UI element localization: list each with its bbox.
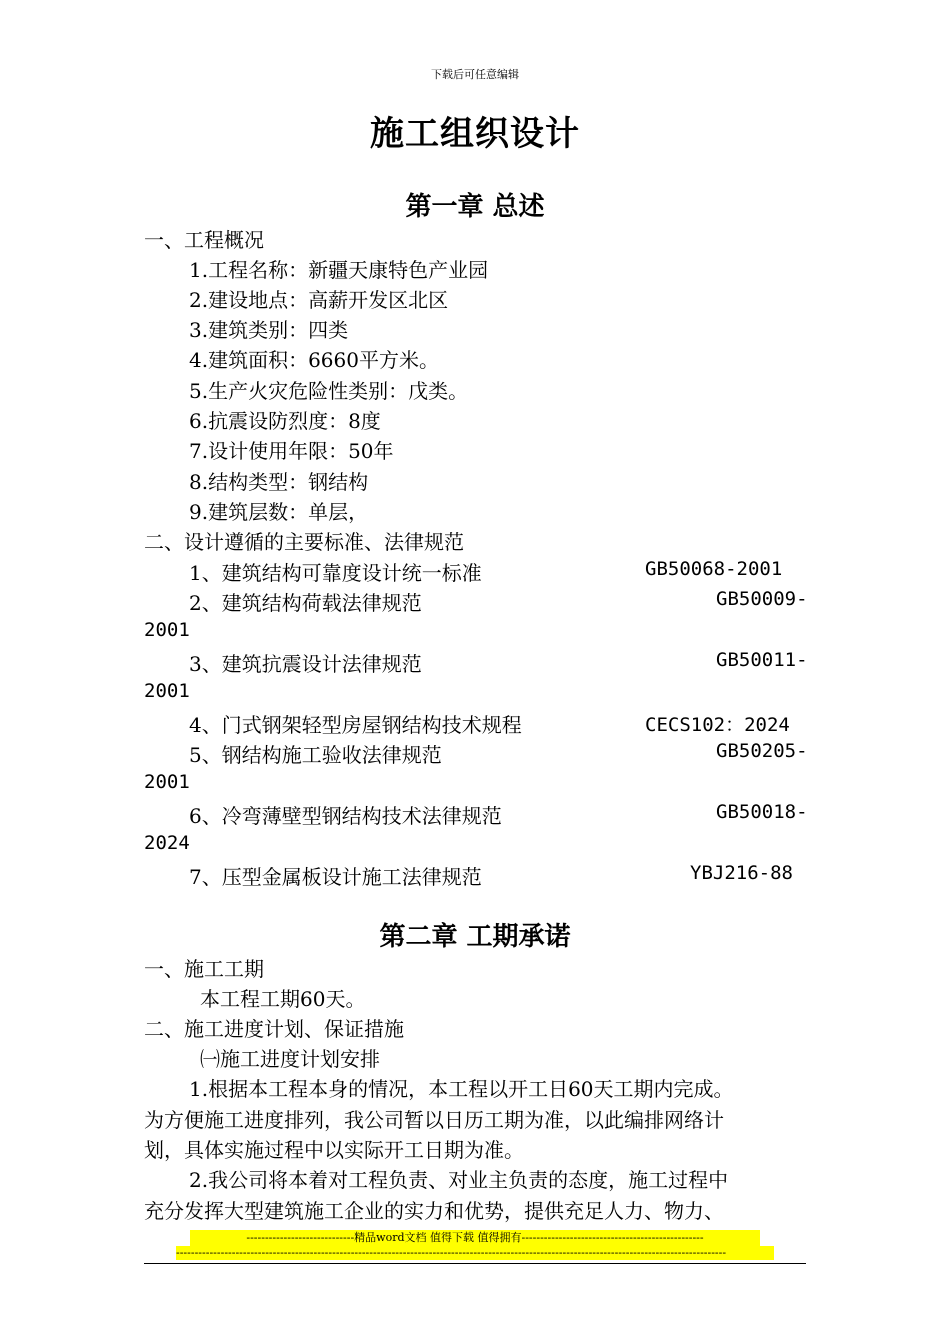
list-item: 4.建筑面积：6660平方米。 — [189, 348, 439, 372]
standard-code: GB50011- — [716, 649, 808, 671]
standard-code: GB50068-2001 — [645, 558, 783, 580]
standard-code-wrap: 2001 — [144, 619, 190, 641]
standard-name: 7、压型金属板设计施工法律规范 — [189, 865, 482, 889]
section-heading: 二、设计遵循的主要标准、法律规范 — [144, 530, 464, 554]
paragraph-line: 2.我公司将本着对工程负责、对业主负责的态度，施工过程中 — [189, 1168, 729, 1192]
list-item: 3.建筑类别：四类 — [189, 318, 349, 342]
paragraph-line: 1.根据本工程本身的情况，本工程以开工日60天工期内完成。 — [189, 1077, 734, 1101]
document-title: 施工组织设计 — [370, 114, 580, 154]
page-header: 下载后可任意编辑 — [431, 68, 519, 81]
bottom-rule — [144, 1263, 806, 1264]
standard-name: 1、建筑结构可靠度设计统一标准 — [189, 561, 482, 585]
standard-name: 6、冷弯薄壁型钢结构技术法律规范 — [189, 804, 502, 828]
list-item: 8.结构类型：钢结构 — [189, 470, 369, 494]
paragraph-line: 划，具体实施过程中以实际开工日期为准。 — [144, 1138, 524, 1162]
list-item: 6.抗震设防烈度：8度 — [189, 409, 381, 433]
footer-divider: ---------------------------------------------------------------------------------------------------------------------------------------------------- — [176, 1246, 774, 1260]
list-item: 1.工程名称：新疆天康特色产业园 — [189, 258, 489, 282]
paragraph-line: 本工程工期60天。 — [200, 987, 366, 1011]
paragraph-line: 为方便施工进度排列，我公司暂以日历工期为准，以此编排网络计 — [144, 1108, 724, 1132]
standard-code-wrap: 2001 — [144, 771, 190, 793]
list-item: 7.设计使用年限：50年 — [189, 439, 394, 463]
chapter2-heading: 第二章 工期承诺 — [379, 922, 571, 952]
section-heading: 一、工程概况 — [144, 228, 264, 252]
standard-code-wrap: 2024 — [144, 832, 190, 854]
list-item: 9.建筑层数：单层， — [189, 500, 369, 524]
paragraph-line: 充分发挥大型建筑施工企业的实力和优势，提供充足人力、物力、 — [144, 1199, 724, 1223]
list-item: 5.生产火灾危险性类别：戊类。 — [189, 379, 469, 403]
standard-name: 3、建筑抗震设计法律规范 — [189, 652, 422, 676]
standard-code-wrap: 2001 — [144, 680, 190, 702]
standard-name: 5、钢结构施工验收法律规范 — [189, 743, 442, 767]
chapter1-heading: 第一章 总述 — [405, 192, 545, 222]
standard-name: 2、建筑结构荷载法律规范 — [189, 591, 422, 615]
footer-banner: -----------------------------精品word文档 值得下载 值得拥有------------------------------------------------- — [190, 1230, 760, 1246]
section-heading: 一、施工工期 — [144, 957, 264, 981]
standard-code: GB50018- — [716, 801, 808, 823]
standard-code: CECS102：2024 — [645, 714, 790, 736]
standard-code: GB50009- — [716, 588, 808, 610]
standard-name: 4、门式钢架轻型房屋钢结构技术规程 — [189, 713, 522, 737]
standard-code: GB50205- — [716, 740, 808, 762]
section-heading: 二、施工进度计划、保证措施 — [144, 1017, 404, 1041]
list-item: 2.建设地点：高薪开发区北区 — [189, 288, 449, 312]
standard-code: YBJ216-88 — [690, 862, 793, 884]
subsection-heading: ㈠施工进度计划安排 — [200, 1047, 380, 1071]
